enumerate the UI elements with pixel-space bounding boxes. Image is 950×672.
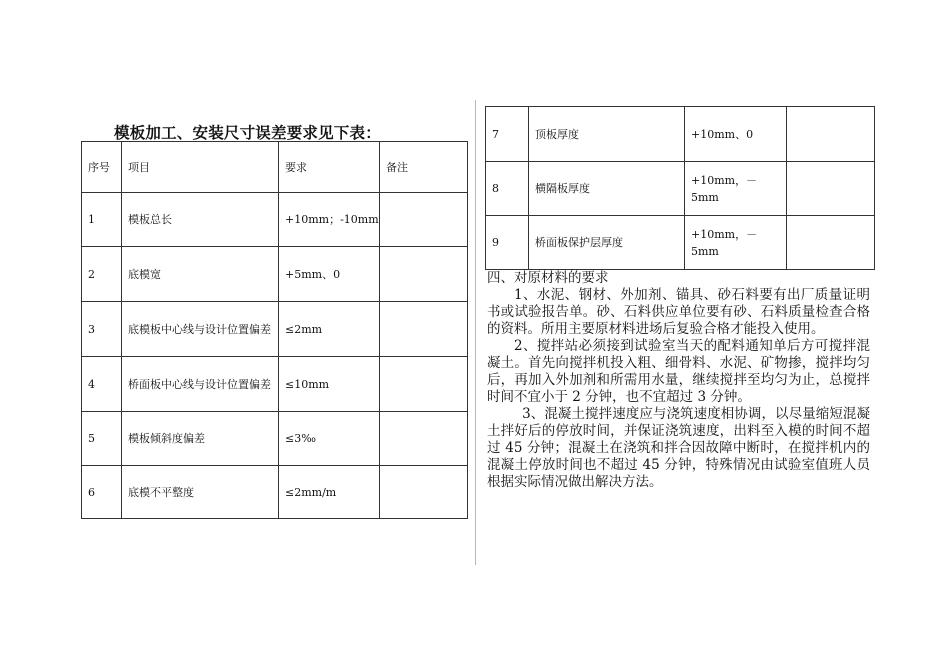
- cell-item: 横隔板厚度: [529, 162, 685, 216]
- cell-no: 3: [82, 302, 122, 357]
- cell-item: 底模不平整度: [122, 466, 279, 519]
- cell-item: 底模板中心线与设计位置偏差: [122, 302, 279, 357]
- header-cell-item: 项目: [122, 142, 279, 193]
- cell-item: 模板倾斜度偏差: [122, 412, 279, 466]
- cell-item: 桥面板中心线与设计位置偏差: [122, 357, 279, 412]
- cell-requirement: +10mm、0: [685, 107, 787, 162]
- table-row: [82, 357, 468, 412]
- cell-note: [380, 357, 468, 412]
- table-row: [82, 247, 468, 302]
- cell-requirement: ≤10mm: [279, 357, 380, 412]
- header-cell-requirement: 要求: [279, 142, 380, 193]
- cell-no: 2: [82, 247, 122, 302]
- raw-material-section: [487, 270, 870, 491]
- cell-item: 底模宽: [122, 247, 279, 302]
- cell-note: [380, 302, 468, 357]
- table-row: [486, 162, 875, 216]
- column-divider: [475, 100, 476, 565]
- table-row: [486, 107, 875, 162]
- cell-item: 桥面板保护层厚度: [529, 216, 685, 270]
- tolerance-table-right: [485, 106, 875, 270]
- paragraph-1: 1、水泥、钢材、外加剂、锚具、砂石料要有出厂质量证明书或试验报告单。砂、石料供应单位要有砂、石料质量检查合格的资料。所用主要原材料进场后复验合格才能投入使用。: [487, 287, 870, 337]
- cell-note: [787, 216, 875, 270]
- cell-requirement: +10mm；-10mm: [279, 193, 380, 247]
- table-row: [486, 216, 875, 270]
- cell-no: 9: [486, 216, 529, 270]
- cell-requirement: +5mm、0: [279, 247, 380, 302]
- cell-no: 8: [486, 162, 529, 216]
- cell-no: 7: [486, 107, 529, 162]
- table-row: [82, 412, 468, 466]
- cell-no: 1: [82, 193, 122, 247]
- cell-requirement: ≤2mm: [279, 302, 380, 357]
- cell-requirement: +10mm，－5mm: [685, 162, 787, 216]
- cell-note: [787, 162, 875, 216]
- cell-no: 5: [82, 412, 122, 466]
- cell-note: [380, 466, 468, 519]
- cell-requirement: ≤3‰: [279, 412, 380, 466]
- table-row: [82, 193, 468, 247]
- paragraph-3: 3、混凝土搅拌速度应与浇筑速度相协调，以尽量缩短混凝土拌好后的停放时间，并保证浇筑速度，出料至入模的时间不超过 45 分钟；混凝土在浇筑和拌合因故障中断时，在搅拌机内的混凝土停放时间也不超过 45 分钟，特殊情况由试验室值班人员根据实际情况做出解决方法。: [487, 406, 870, 490]
- table-row: [82, 466, 468, 519]
- cell-item: 顶板厚度: [529, 107, 685, 162]
- tolerance-table-left: [81, 141, 468, 519]
- cell-note: [380, 193, 468, 247]
- header-cell-no: 序号: [82, 142, 122, 193]
- cell-no: 6: [82, 466, 122, 519]
- cell-note: [787, 107, 875, 162]
- header-cell-note: 备注: [380, 142, 468, 193]
- cell-no: 4: [82, 357, 122, 412]
- table-heading: 模板加工、安装尺寸误差要求见下表：: [114, 123, 381, 142]
- cell-requirement: +10mm，－5mm: [685, 216, 787, 270]
- table-header-row: [82, 142, 468, 193]
- cell-note: [380, 412, 468, 466]
- cell-item: 模板总长: [122, 193, 279, 247]
- table-row: [82, 302, 468, 357]
- section-title: 四、对原材料的要求: [487, 270, 609, 286]
- cell-note: [380, 247, 468, 302]
- cell-requirement: ≤2mm/m: [279, 466, 380, 519]
- paragraph-2: 2、搅拌站必须接到试验室当天的配料通知单后方可搅拌混凝土。首先向搅拌机投入粗、细骨料、水泥、矿物掺，搅拌均匀后，再加入外加剂和所需用水量，继续搅拌至均匀为止，总搅拌时间不宜小于 2 分钟，也不宜超过 3 分钟。: [487, 338, 870, 405]
